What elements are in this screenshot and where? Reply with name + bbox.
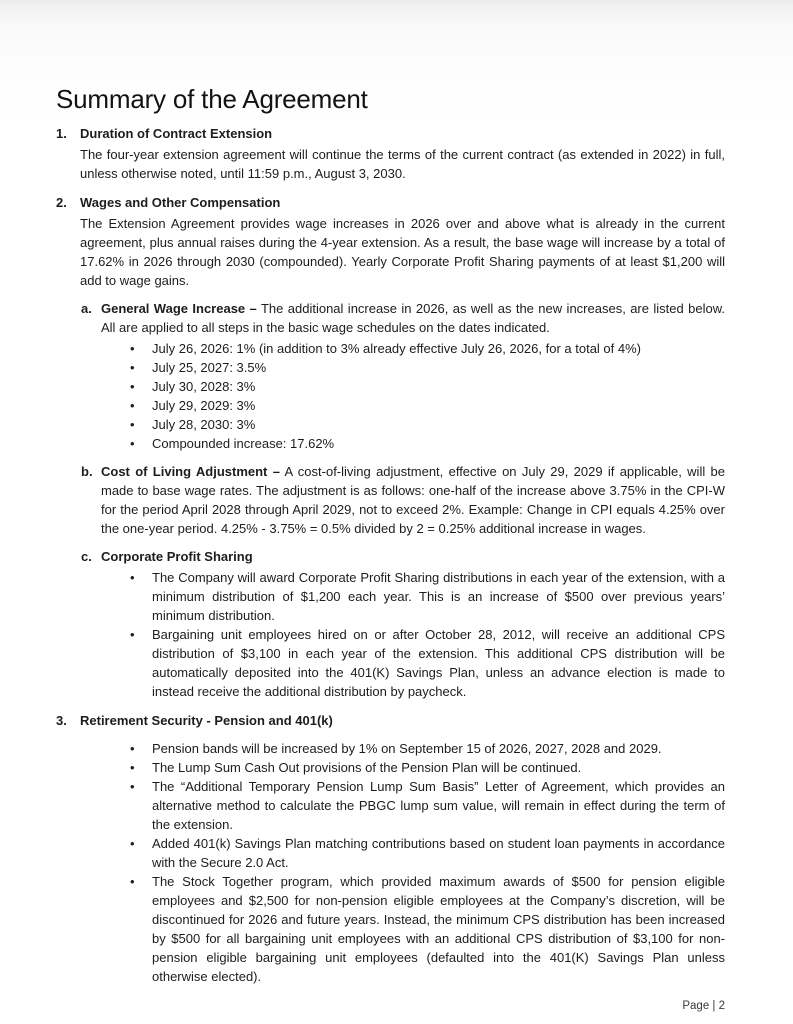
bullet-text: July 29, 2029: 3% bbox=[152, 398, 256, 413]
section-heading: Wages and Other Compensation bbox=[80, 195, 281, 210]
subsection bbox=[81, 299, 725, 453]
bullet-item bbox=[130, 872, 725, 986]
bullet-item bbox=[130, 625, 725, 701]
section-content bbox=[80, 711, 725, 986]
subsection-text bbox=[101, 547, 725, 566]
bullet-icon: • bbox=[130, 360, 135, 375]
section-heading: Duration of Contract Extension bbox=[80, 126, 273, 141]
bullet-text: The “Additional Temporary Pension Lump Sum Basis” Letter of Agreement, which provides an alternative method to calculate the PBGC lump sum value, will remain in effect during the term of the extension. bbox=[152, 779, 725, 832]
bullet-text: Bargaining unit employees hired on or after October 28, 2012, will receive an additional CPS distribution of $3,100 in each year of the extension. This additional CPS distribution will be automatically deposited into the 401(K) Savings Plan, unless an advance election is made to instead receive the additional distribution by paycheck. bbox=[152, 627, 725, 699]
bullet-item bbox=[130, 758, 725, 777]
bullet-icon: • bbox=[130, 760, 135, 775]
bullet-item bbox=[130, 568, 725, 625]
bullet-item bbox=[130, 358, 725, 377]
subsection-content bbox=[101, 547, 725, 701]
bullet-text: The Company will award Corporate Profit Sharing distributions in each year of the extension, with a minimum distribution of $1,200 each year. This is an increase of $500 over previous years’ minimum distribution. bbox=[152, 570, 725, 623]
bullet-text: July 25, 2027: 3.5% bbox=[152, 360, 267, 375]
bullet-icon: • bbox=[130, 779, 135, 794]
section bbox=[56, 711, 725, 986]
section bbox=[56, 124, 725, 183]
subsection-content bbox=[101, 299, 725, 453]
bullet-icon: • bbox=[130, 570, 135, 585]
subsection-text: General Wage Increase – The additional increase in 2026, as well as the new increases, are listed below. All are applied to all steps in the basic wage schedules on the dates indicated. bbox=[101, 301, 725, 335]
subsection-letter: b. bbox=[81, 464, 93, 479]
subsection-text: Cost of Living Adjustment – A cost-of-living adjustment, effective on July 29, 2029 if applicable, will be made to base wage rates. The adjustment is as follows: one-half of the increase above 3.75% in the CPI-W for the period April 2028 through April 2029, not to exceed 2%. Example: Change in CPI equals 4.25% over the one-year period. 4.25% - 3.75% = 0.5% divided by 2 = 0.25% additional increase in wages. bbox=[101, 464, 725, 536]
section-number: 3. bbox=[56, 713, 67, 728]
bullet-text: Compounded increase: 17.62% bbox=[152, 436, 335, 451]
section-heading: Retirement Security - Pension and 401(k) bbox=[80, 713, 333, 728]
subsection-letter: a. bbox=[81, 301, 92, 316]
subsection-heading: General Wage Increase – bbox=[101, 301, 257, 316]
page-number: Page | 2 bbox=[682, 1000, 725, 1012]
bullet-text: July 28, 2030: 3% bbox=[152, 417, 256, 432]
subsection bbox=[81, 547, 725, 701]
document-title: Summary of the Agreement bbox=[56, 84, 368, 114]
bullet-list bbox=[101, 339, 725, 453]
bullet-item bbox=[130, 396, 725, 415]
section-number: 2. bbox=[56, 195, 67, 210]
bullet-item bbox=[130, 834, 725, 872]
subsection-letter: c. bbox=[81, 549, 92, 564]
section-content bbox=[80, 124, 725, 183]
section-paragraph: The four-year extension agreement will continue the terms of the current contract (as extended in 2022) in full, unless otherwise noted, until 11:59 p.m., August 3, 2030. bbox=[80, 147, 725, 181]
bullet-icon: • bbox=[130, 741, 135, 756]
subsection bbox=[81, 462, 725, 538]
bullet-item bbox=[130, 377, 725, 396]
section-paragraph: The Extension Agreement provides wage increases in 2026 over and above what is already in the current agreement, plus annual raises during the 4-year extension. As a result, the base wage will increase by a total of 17.62% in 2026 through 2030 (compounded). Yearly Corporate Profit Sharing payments of at least $1,200 will add to wage gains. bbox=[80, 216, 725, 288]
bullet-icon: • bbox=[130, 627, 135, 642]
bullet-item bbox=[130, 434, 725, 453]
bullet-text: The Lump Sum Cash Out provisions of the Pension Plan will be continued. bbox=[152, 760, 582, 775]
bullet-text: Added 401(k) Savings Plan matching contributions based on student loan payments in accordance with the Secure 2.0 Act. bbox=[152, 836, 725, 870]
section bbox=[56, 193, 725, 701]
bullet-icon: • bbox=[130, 436, 135, 451]
document-body bbox=[56, 124, 725, 986]
bullet-text: The Stock Together program, which provided maximum awards of $500 for pension eligible employees and $2,500 for non-pension eligible employees at the Company’s discretion, will be discontinued for 2026 and future years. Instead, the minimum CPS distribution has been increased by $500 for all bargaining unit employees with an additional CPS distribution of $3,100 for non-pension eligible bargaining unit employees (defaulted into the 401(K) Savings Plan unless otherwise elected). bbox=[152, 874, 725, 984]
bullet-item bbox=[130, 777, 725, 834]
section-number: 1. bbox=[56, 126, 67, 141]
bullet-list bbox=[80, 739, 725, 986]
bullet-icon: • bbox=[130, 379, 135, 394]
bullet-text: Pension bands will be increased by 1% on September 15 of 2026, 2027, 2028 and 2029. bbox=[152, 741, 662, 756]
bullet-item bbox=[130, 739, 725, 758]
bullet-text: July 26, 2026: 1% (in addition to 3% already effective July 26, 2026, for a total of 4%) bbox=[152, 341, 641, 356]
bullet-icon: • bbox=[130, 836, 135, 851]
subsection-heading: Corporate Profit Sharing bbox=[101, 549, 253, 564]
bullet-list bbox=[101, 568, 725, 701]
bullet-item bbox=[130, 339, 725, 358]
bullet-text: July 30, 2028: 3% bbox=[152, 379, 256, 394]
bullet-item bbox=[130, 415, 725, 434]
bullet-icon: • bbox=[130, 341, 135, 356]
section-content bbox=[80, 193, 725, 701]
bullet-icon: • bbox=[130, 398, 135, 413]
subsection-heading: Cost of Living Adjustment – bbox=[101, 464, 280, 479]
bullet-icon: • bbox=[130, 874, 135, 889]
subsection-content bbox=[101, 462, 725, 538]
bullet-icon: • bbox=[130, 417, 135, 432]
